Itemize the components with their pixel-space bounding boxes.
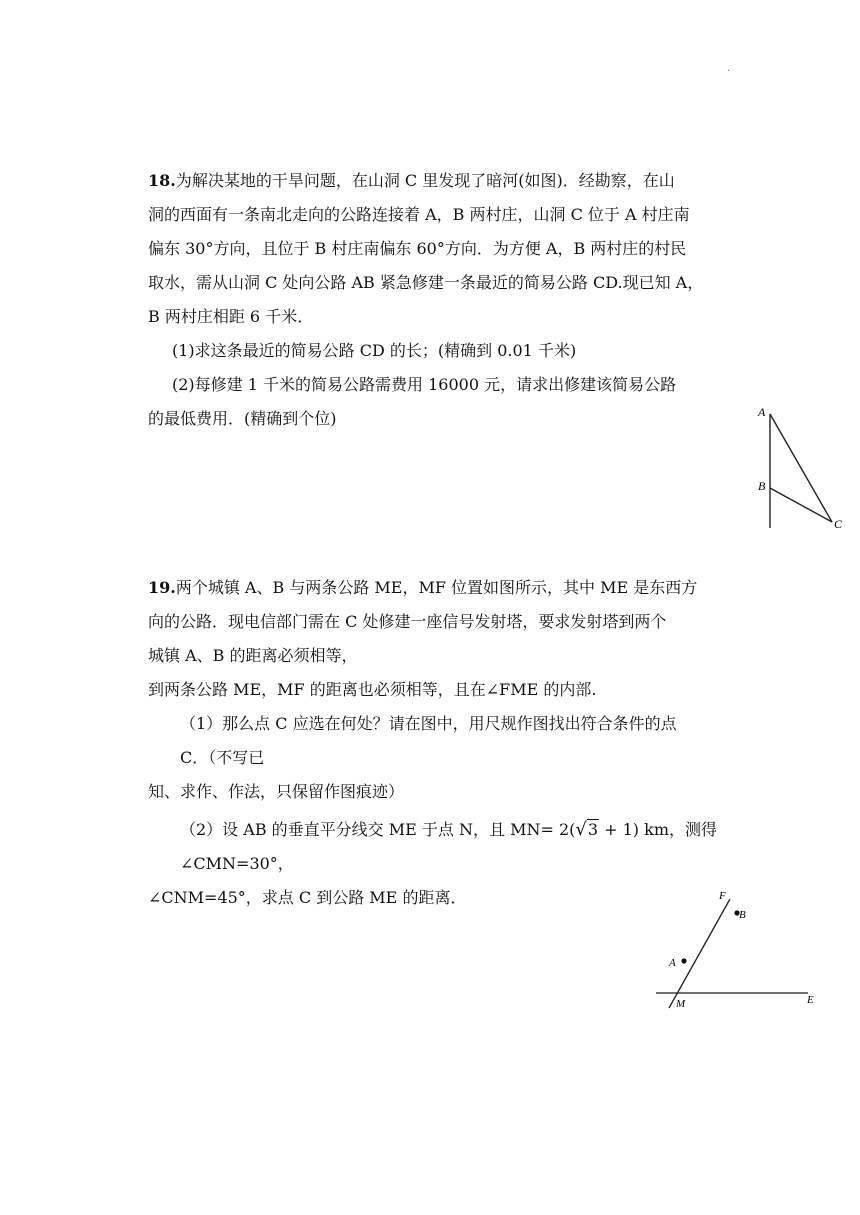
q19-line-3: 城镇 A、B 的距离必须相等，: [148, 646, 358, 665]
q18-subquestion-2a: (2)每修建 1 千米的简易公路需费用 16000 元，请求出修建该简易公路: [172, 375, 677, 394]
q18-line-3: 偏东 30°方向，且位于 B 村庄南偏东 60°方向．为方便 A，B 两村庄的村民: [148, 239, 687, 258]
label-c: C: [834, 517, 843, 531]
sqrt-radicand: 3: [587, 820, 599, 839]
q18-line-5: B 两村庄相距 6 千米．: [148, 307, 314, 326]
sqrt-symbol: √: [575, 819, 587, 840]
label-f: F: [719, 890, 726, 902]
label-town-b: B: [739, 909, 746, 921]
road-mf-line: [669, 899, 730, 1008]
q18-triangle-figure: [752, 400, 852, 535]
q18-subquestion-2b: 的最低费用．(精确到个位): [148, 409, 337, 428]
q18-number: 18.: [148, 171, 176, 190]
corner-mark: ·: [727, 66, 731, 77]
q18-line-4: 取水，需从山洞 C 处向公路 AB 紧急修建一条最近的简易公路 CD.现已知 A，: [148, 273, 704, 292]
q19-subquestion-2a: [180, 819, 717, 841]
label-town-a: A: [669, 957, 676, 969]
town-a-point: [681, 958, 686, 963]
label-e: E: [807, 994, 814, 1006]
q18-text-1: 为解决某地的干旱问题，在山洞 C 里发现了暗河(如图)．经勘察，在山: [175, 171, 675, 190]
q19-line-4: 到两条公路 ME，MF 的距离也必须相等，且在∠FME 的内部.: [148, 680, 597, 699]
q19-subquestion-1c: 知、求作、作法，只保留作图痕迹）: [148, 782, 405, 801]
q18-subquestion-1: (1)求这条最近的简易公路 CD 的长；(精确到 0.01 千米): [172, 341, 577, 360]
q19-line-1: [148, 577, 697, 599]
label-b: B: [758, 479, 766, 493]
q18-line-1: [148, 170, 675, 192]
q19-subquestion-2b: ∠CMN=30°，: [180, 854, 294, 873]
q19-sub2-text-post: + 1) km，测得: [599, 820, 718, 839]
q19-number: 19.: [148, 578, 176, 597]
label-a: A: [758, 405, 766, 419]
q19-roads-figure: [650, 885, 825, 1015]
q19-subquestion-1a: （1）那么点 C 应选在何处？请在图中，用尺规作图找出符合条件的点: [180, 714, 677, 733]
segment-ac: [770, 414, 832, 522]
q19-line-2: 向的公路．现电信部门需在 C 处修建一座信号发射塔，要求发射塔到两个: [148, 612, 667, 631]
q19-subquestion-1b: C．（不写已: [180, 748, 265, 767]
label-m: M: [676, 998, 686, 1010]
q19-text-1: 两个城镇 A、B 与两条公路 ME，MF 位置如图所示，其中 ME 是东西方: [175, 578, 698, 597]
q19-subquestion-2c: ∠CNM=45°，求点 C 到公路 ME 的距离．: [148, 888, 467, 907]
q19-sub2-text-pre: （2）设 AB 的垂直平分线交 ME 于点 N，且 MN= 2(: [180, 820, 576, 839]
q18-line-2: 洞的西面有一条南北走向的公路连接着 A，B 两村庄，山洞 C 位于 A 村庄南: [148, 205, 690, 224]
